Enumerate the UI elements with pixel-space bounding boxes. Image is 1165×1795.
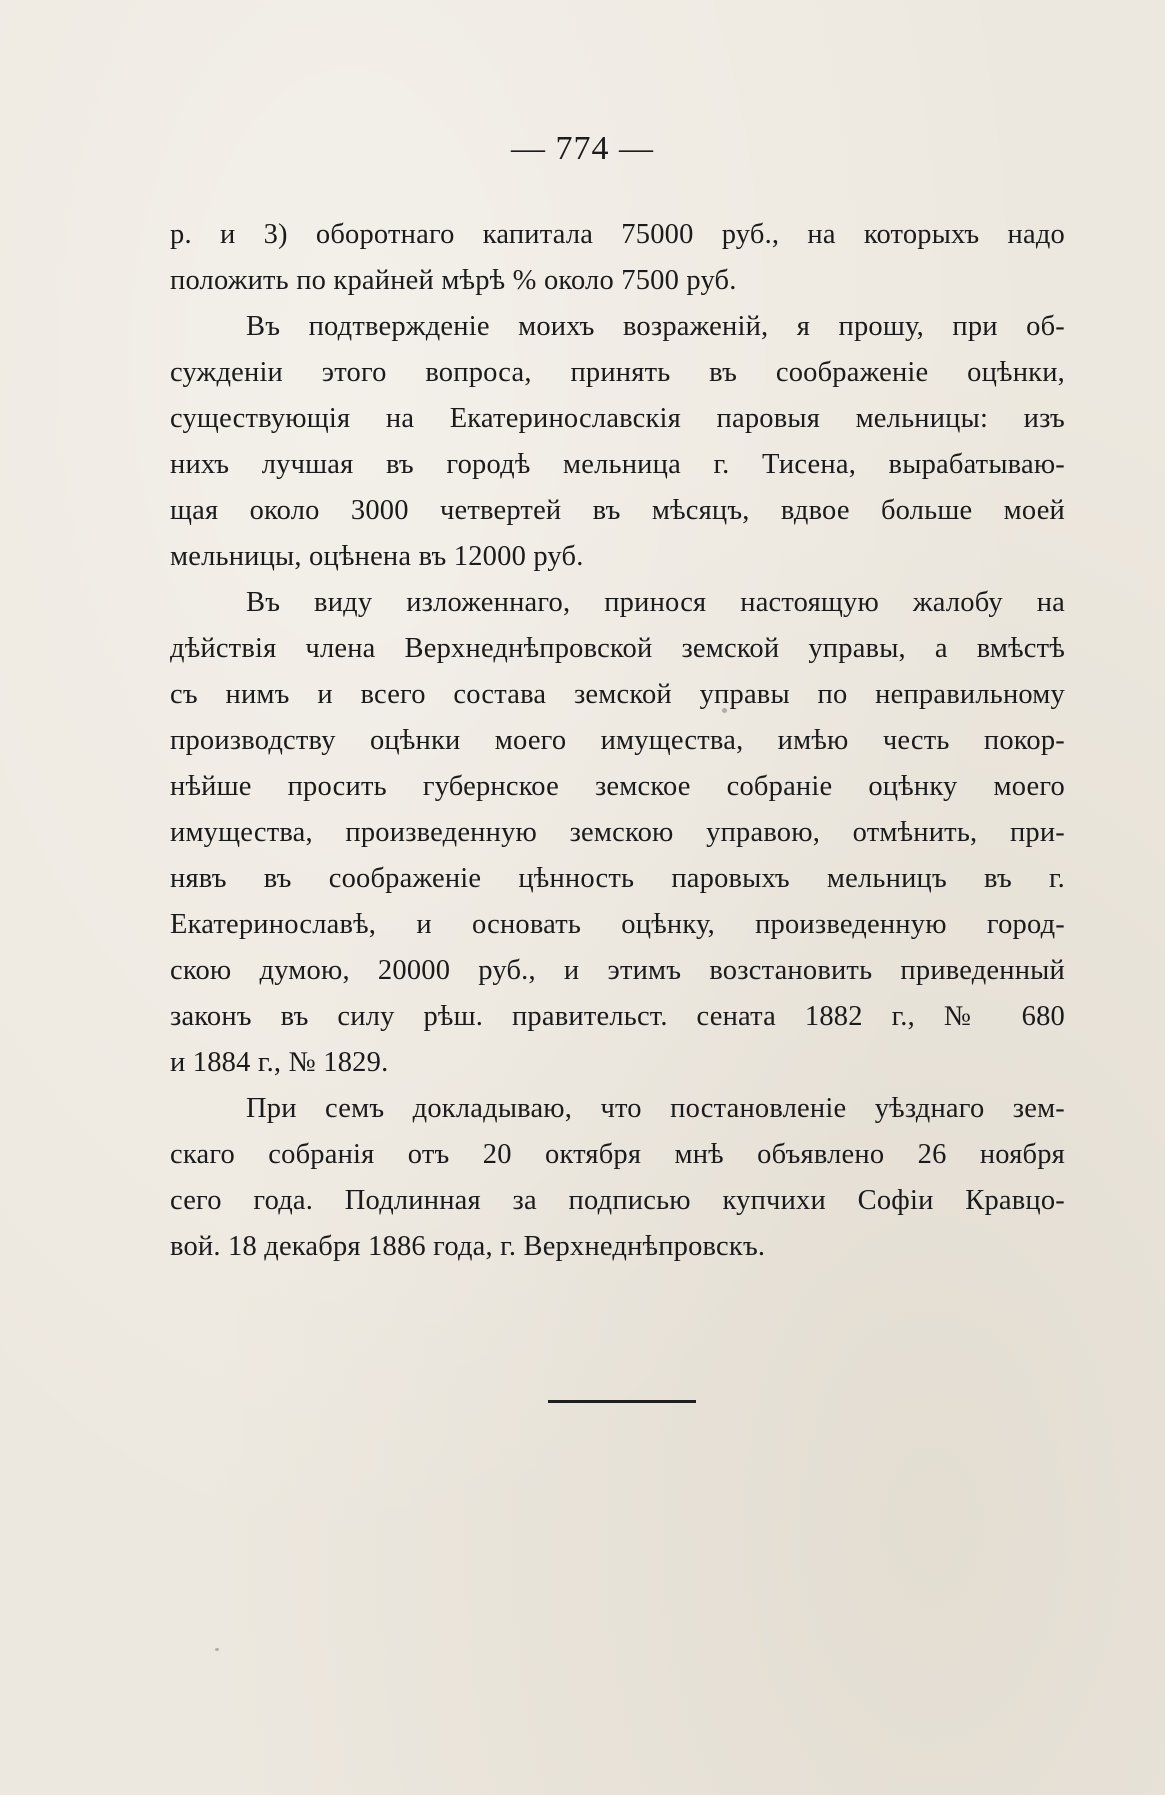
body-text — [170, 212, 1065, 1270]
paragraph-3 — [170, 580, 1065, 1086]
text-line: При семъ докладываю, что постановленіе уѣзднаго зем- — [246, 1093, 1065, 1124]
text-line: скаго собранія отъ 20 октября мнѣ объявлено 26 ноября — [170, 1139, 1065, 1170]
text-line: сужденіи этого вопроса, принять въ соображеніе оцѣнки, — [170, 357, 1065, 388]
text-line: нихъ лучшая въ городѣ мельница г. Тисена, вырабатываю- — [170, 449, 1065, 480]
paragraph-4 — [170, 1086, 1065, 1270]
text-line: существующія на Екатеринославскія паровыя мельницы: изъ — [170, 403, 1065, 434]
text-line: мельницы, оцѣнена въ 12000 руб. — [170, 541, 584, 572]
text-line: производству оцѣнки моего имущества, имѣю честь покор- — [170, 725, 1065, 756]
text-line: Въ подтвержденіе моихъ возраженій, я прошу, при об- — [246, 311, 1065, 342]
text-line: щая около 3000 четвертей въ мѣсяцъ, вдвое больше моей — [170, 495, 1065, 526]
text-line: и 1884 г., № 1829. — [170, 1047, 389, 1078]
text-line: положить по крайней мѣрѣ % около 7500 руб. — [170, 265, 737, 296]
text-line: Въ виду изложеннаго, принося настоящую жалобу на — [246, 587, 1065, 618]
text-line: вой. 18 декабря 1886 года, г. Верхнеднѣпровскъ. — [170, 1231, 766, 1262]
ink-speck — [215, 1648, 219, 1651]
end-rule — [548, 1400, 696, 1403]
paragraph-2 — [170, 304, 1065, 580]
text-line: законъ въ силу рѣш. правительст. сената 1882 г., № 680 — [170, 1001, 1065, 1032]
text-line: нѣйше просить губернское земское собраніе оцѣнку моего — [170, 771, 1065, 802]
page-number: — 774 — — [511, 130, 654, 167]
text-line: р. и 3) оборотнаго капитала 75000 руб., на которыхъ надо — [170, 219, 1065, 250]
text-line: съ нимъ и всего состава земской управы по неправильному — [170, 679, 1065, 710]
ink-speck — [722, 708, 727, 713]
text-line: нявъ въ соображеніе цѣнность паровыхъ мельницъ въ г. — [170, 863, 1065, 894]
paragraph-1 — [170, 212, 1065, 304]
text-line: скою думою, 20000 руб., и этимъ возстановить приведенный — [170, 955, 1065, 986]
text-line: Екатеринославѣ, и основать оцѣнку, произведенную город- — [170, 909, 1065, 940]
text-line: дѣйствія члена Верхнеднѣпровской земской управы, а вмѣстѣ — [170, 633, 1065, 664]
text-line: сего года. Подлинная за подписью купчихи Софіи Кравцо- — [170, 1185, 1065, 1216]
text-line: имущества, произведенную земскою управою, отмѣнить, при- — [170, 817, 1065, 848]
